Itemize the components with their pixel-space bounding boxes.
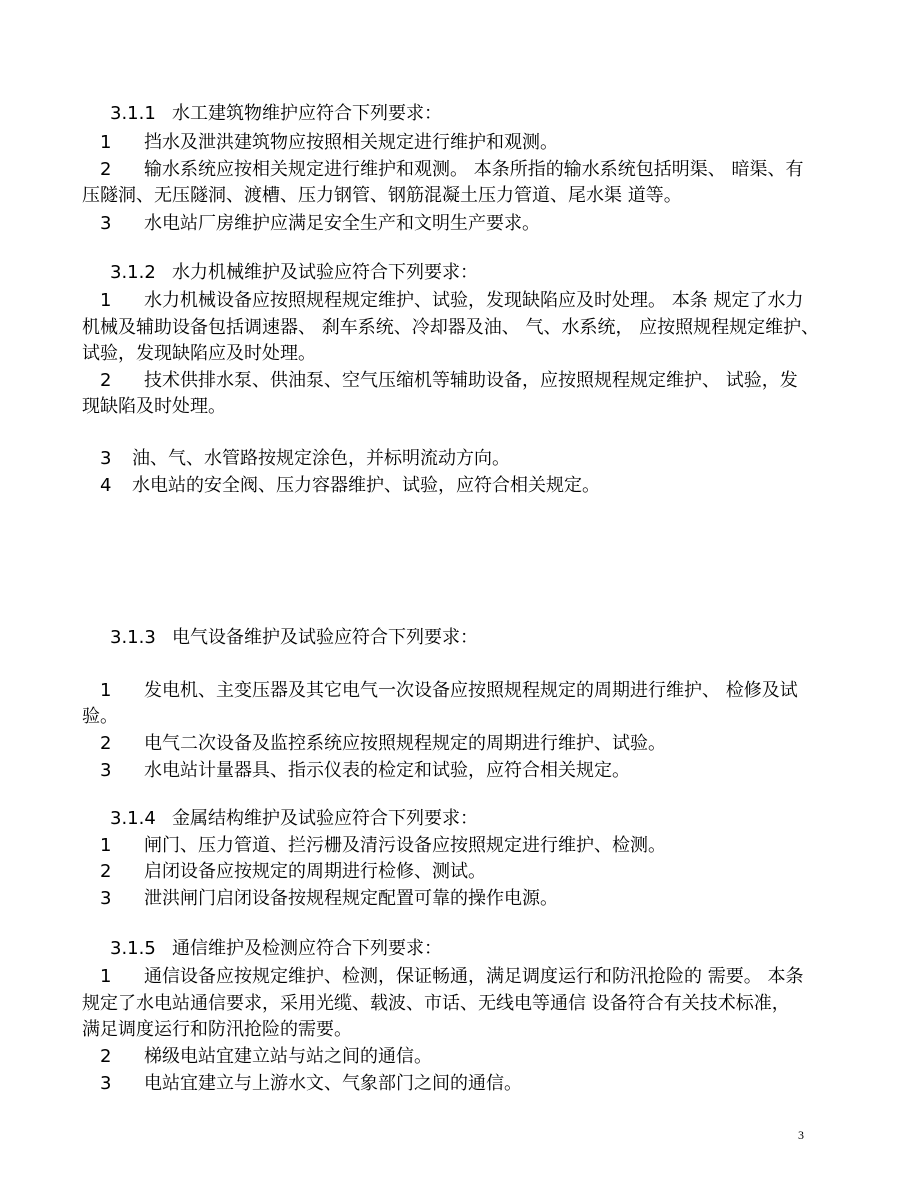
section-number: 3.1.3: [110, 627, 156, 648]
section-heading: [110, 807, 870, 831]
list-item: [82, 759, 842, 783]
item-number: 3: [100, 760, 112, 781]
section-title: 金属结构维护及试验应符合下列要求：: [172, 808, 478, 829]
item-text-continued: 验。: [82, 706, 118, 727]
item-text-continued: 机械及辅助设备包括调速器、 刹车系统、冷却器及油、 气、水系统， 应按照规程规定维护、: [82, 317, 820, 338]
list-item: [82, 289, 842, 313]
item-text: 水电站厂房维护应满足安全生产和文明生产要求。: [144, 213, 540, 234]
list-item: [82, 131, 842, 155]
item-number: 3: [100, 448, 112, 469]
item-text: 水电站计量器具、指示仪表的检定和试验，应符合相关规定。: [144, 760, 630, 781]
list-item: [82, 1072, 842, 1096]
item-text: 发电机、主变压器及其它电气一次设备应按照规程规定的周期进行维护、 检修及试: [144, 680, 798, 701]
item-number: 1: [100, 835, 112, 856]
list-item: [82, 447, 842, 471]
section-title: 水力机械维护及试验应符合下列要求：: [172, 262, 478, 283]
list-item: [82, 860, 842, 884]
item-number: 1: [100, 680, 112, 701]
item-text: 挡水及泄洪建筑物应按照相关规定进行维护和观测。: [144, 132, 558, 153]
item-number: 2: [100, 1046, 112, 1067]
section-number: 3.1.5: [110, 938, 156, 959]
section-heading: [110, 626, 870, 650]
list-item: [82, 834, 842, 858]
list-item: [82, 212, 842, 236]
item-text: 电站宜建立与上游水文、气象部门之间的通信。: [144, 1073, 522, 1094]
item-text-continued: 试验，发现缺陷应及时处理。: [82, 343, 316, 364]
item-text: 通信设备应按规定维护、检测，保证畅通，满足调度运行和防汛抢险的 需要。 本条: [144, 966, 804, 987]
section-heading: [110, 102, 870, 126]
item-text: 梯级电站宜建立站与站之间的通信。: [144, 1046, 432, 1067]
list-item: [82, 679, 842, 703]
section-title: 电气设备维护及试验应符合下列要求：: [172, 627, 478, 648]
list-item: [82, 887, 842, 911]
list-item: [82, 474, 842, 498]
item-text-continued: 满足调度运行和防汛抢险的需要。: [82, 1019, 352, 1040]
item-number: 4: [100, 475, 112, 496]
list-item: [82, 965, 842, 989]
item-number: 2: [100, 861, 112, 882]
item-text: 油、气、水管路按规定涂色，并标明流动方向。: [132, 448, 510, 469]
section-number: 3.1.1: [110, 103, 156, 124]
item-text: 输水系统应按相关规定进行维护和观测。 本条所指的输水系统包括明渠、 暗渠、有: [144, 159, 804, 180]
item-text-continued: 规定了水电站通信要求，采用光缆、载波、市话、无线电等通信 设备符合有关技术标准，: [82, 993, 790, 1014]
item-text: 闸门、压力管道、拦污栅及清污设备应按照规定进行维护、检测。: [144, 835, 666, 856]
item-number: 1: [100, 290, 112, 311]
list-item: [82, 158, 842, 182]
item-number: 2: [100, 370, 112, 391]
item-text: 水电站的安全阀、压力容器维护、试验，应符合相关规定。: [132, 475, 600, 496]
section-title: 水工建筑物维护应符合下列要求：: [172, 103, 442, 124]
item-text: 启闭设备应按规定的周期进行检修、测试。: [144, 861, 486, 882]
item-number: 2: [100, 159, 112, 180]
section-heading: [110, 261, 870, 285]
item-number: 2: [100, 733, 112, 754]
item-number: 1: [100, 966, 112, 987]
list-item: [82, 732, 842, 756]
page-number: 3: [798, 1128, 804, 1142]
item-number: 3: [100, 888, 112, 909]
item-text-continued: 压隧洞、无压隧洞、渡槽、压力钢管、钢筋混凝土压力管道、尾水渠 道等。: [82, 185, 682, 206]
section-number: 3.1.4: [110, 808, 156, 829]
section-title: 通信维护及检测应符合下列要求：: [172, 938, 442, 959]
item-number: 3: [100, 213, 112, 234]
item-text: 电气二次设备及监控系统应按照规程规定的周期进行维护、试验。: [144, 733, 666, 754]
item-text: 泄洪闸门启闭设备按规程规定配置可靠的操作电源。: [144, 888, 558, 909]
section-heading: [110, 937, 870, 961]
item-number: 3: [100, 1073, 112, 1094]
list-item: [82, 1045, 842, 1069]
item-text: 水力机械设备应按照规程规定维护、试验，发现缺陷应及时处理。 本条 规定了水力: [144, 290, 804, 311]
item-text-continued: 现缺陷及时处理。: [82, 396, 226, 417]
item-number: 1: [100, 132, 112, 153]
item-text: 技术供排水泵、供油泵、空气压缩机等辅助设备，应按照规程规定维护、 试验，发: [144, 370, 798, 391]
section-number: 3.1.2: [110, 262, 156, 283]
list-item: [82, 369, 842, 393]
